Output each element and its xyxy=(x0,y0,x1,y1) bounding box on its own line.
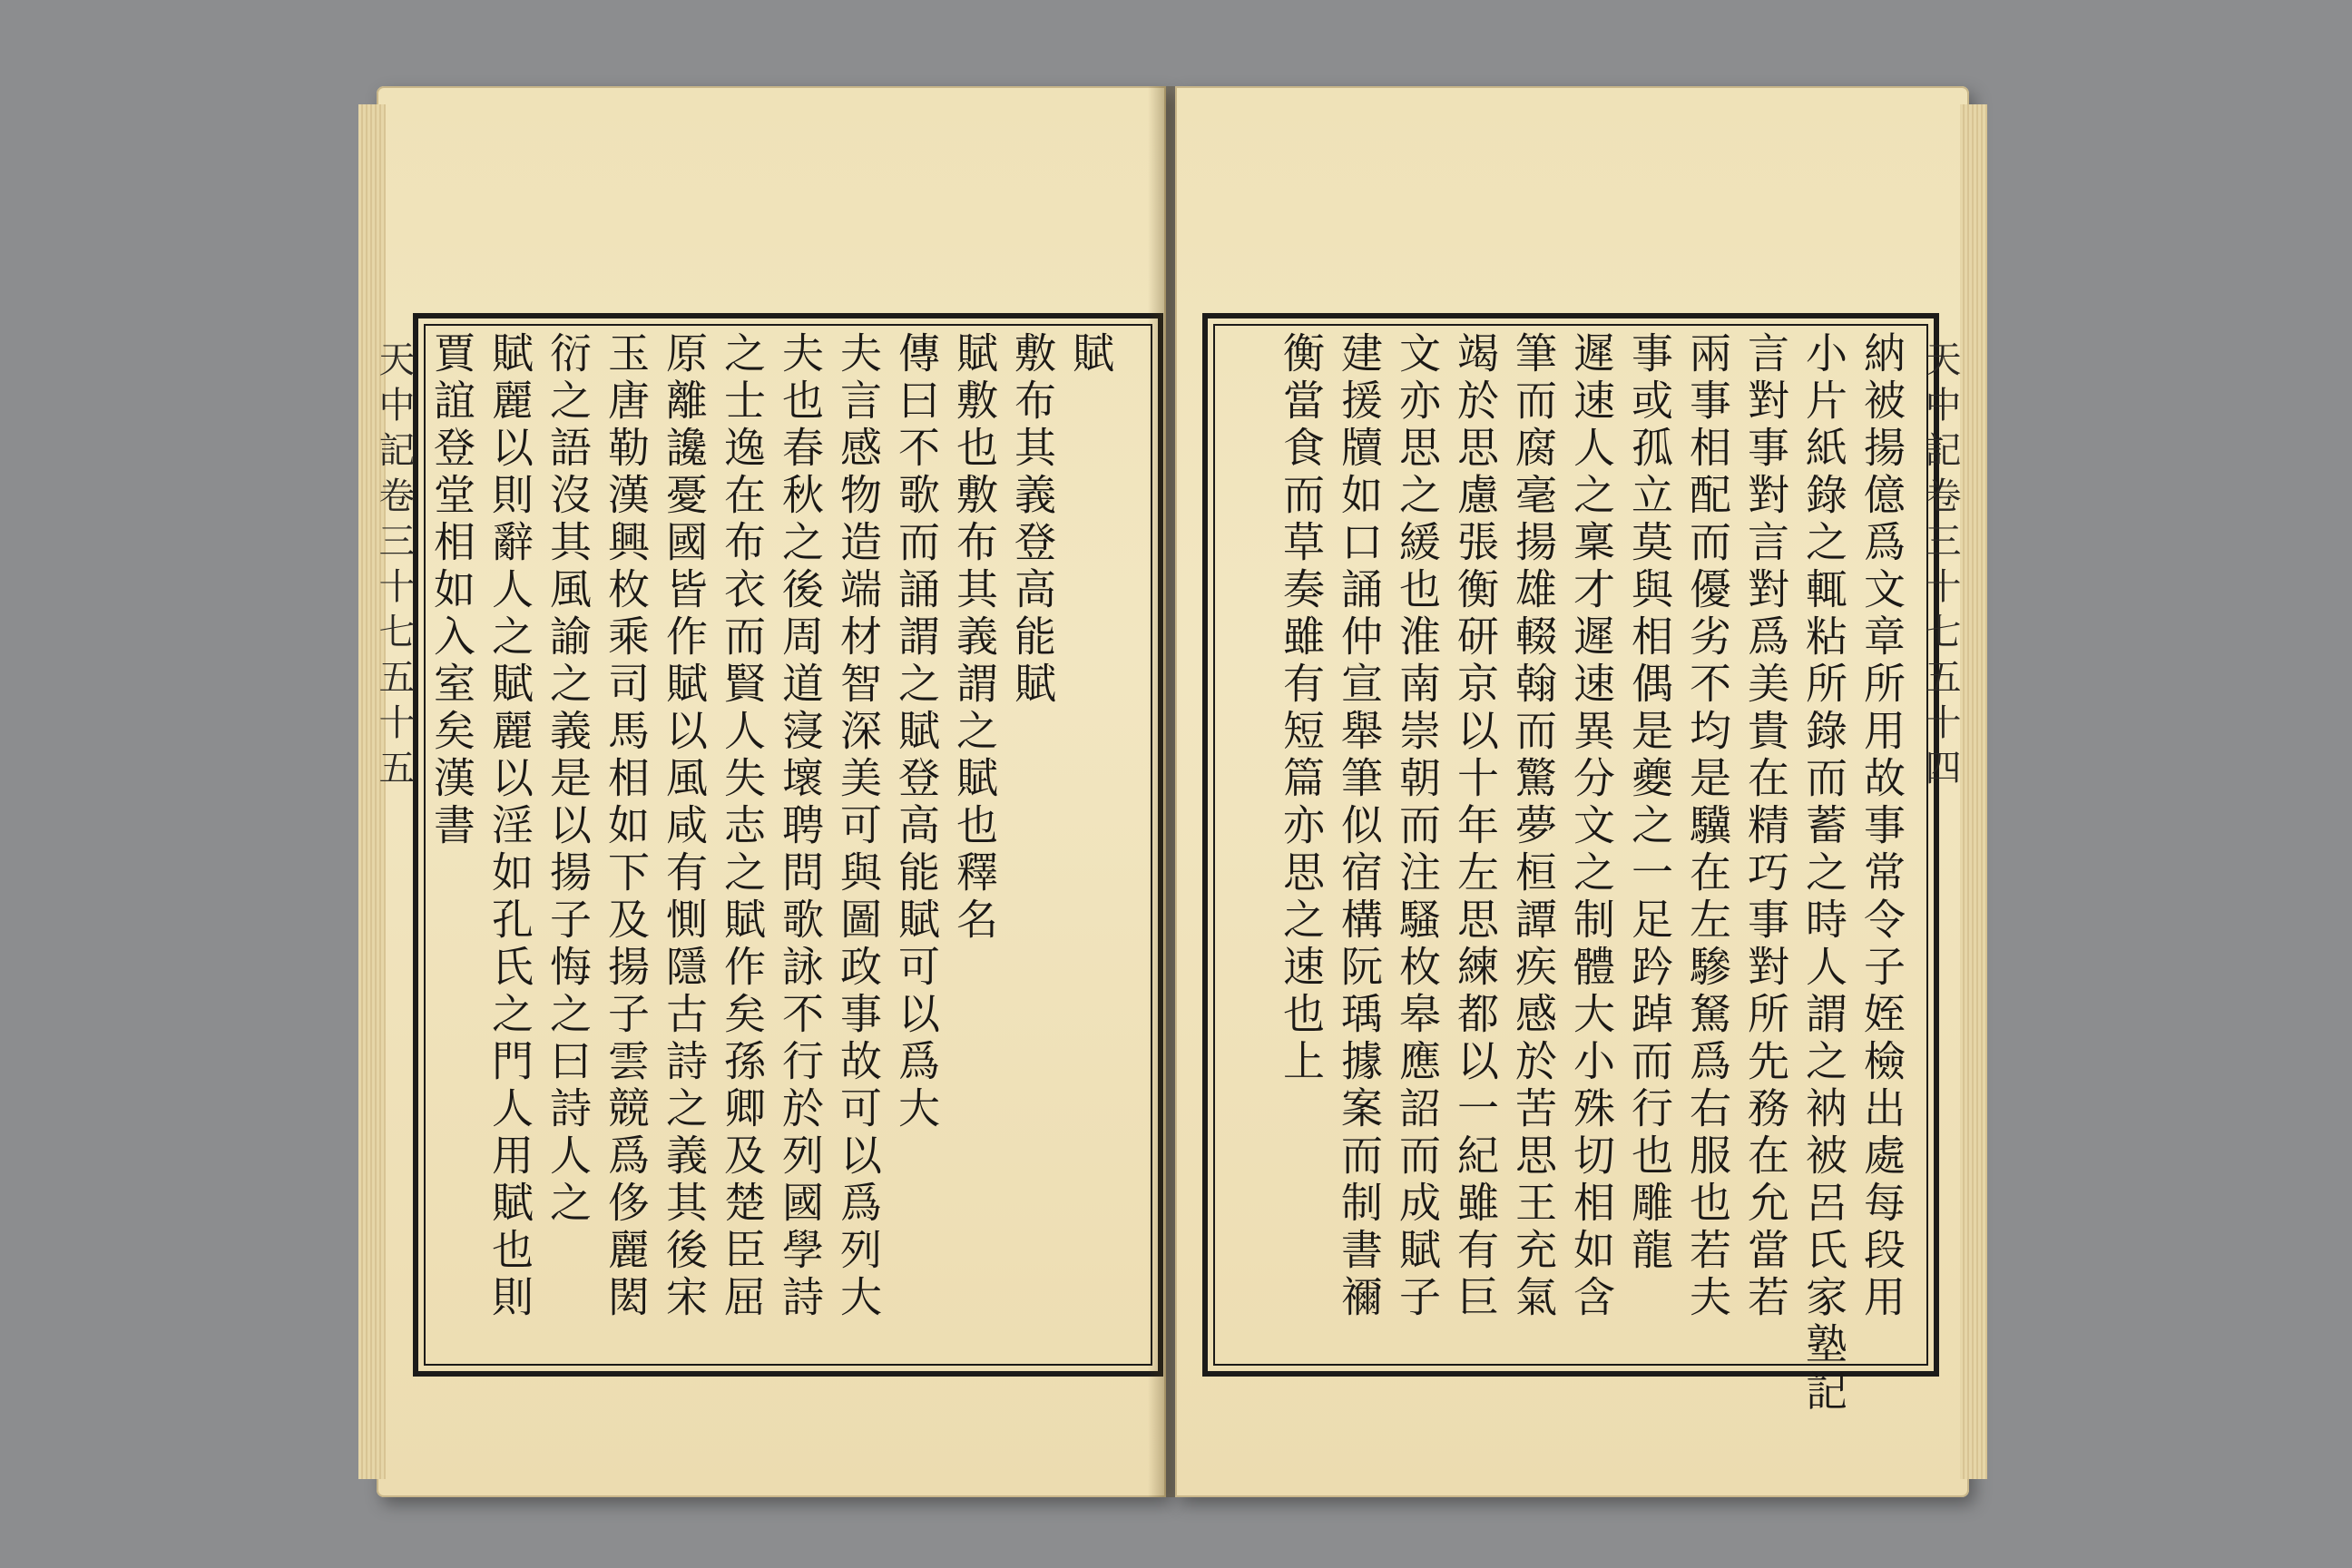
text-column: 言對事對言對爲美貴在精巧事對所先務在允當若 xyxy=(1741,331,1790,1322)
open-book xyxy=(373,86,1969,1497)
text-column: 傳曰不歌而誦謂之賦登高能賦可以爲大 xyxy=(892,331,941,1133)
text-column: 筆而腐毫揚雄輟翰而驚夢桓譚疾感於苦思王充氣 xyxy=(1509,331,1558,1322)
text-column: 玉唐勒漢興枚乘司馬相如下及揚子雲競爲侈麗閎 xyxy=(602,331,651,1322)
text-column: 衍之語沒其風諭之義是以揚子悔之曰詩人之 xyxy=(544,331,593,1228)
page-number: 五十五 xyxy=(373,658,415,794)
volume-label: 卷三十七 xyxy=(1919,476,1961,658)
left-page xyxy=(373,86,1166,1497)
text-column: 賦 xyxy=(1066,331,1115,378)
text-column: 賦麗以則辭人之賦麗以淫如孔氏之門人用賦也則 xyxy=(485,331,534,1322)
text-column: 之士逸在布衣而賢人失志之賦作矣孫卿及楚臣屈 xyxy=(718,331,767,1322)
text-column: 賦敷也敷布其義謂之賦也釋名 xyxy=(950,331,999,945)
text-column: 衡當食而草奏雖有短篇亦思之速也上 xyxy=(1277,331,1326,1086)
text-column: 文亦思之緩也淮南崇朝而注騷枚皋應詔而成賦子 xyxy=(1393,331,1442,1322)
text-column: 敷布其義登高能賦 xyxy=(1008,331,1057,709)
text-column: 建援牘如口誦仲宣舉筆似宿構阮瑀據案而制書禰 xyxy=(1335,331,1384,1322)
right-page xyxy=(1175,86,1969,1497)
text-column: 夫言感物造端材智深美可與圖政事故可以爲列大 xyxy=(834,331,883,1322)
text-column: 賈誼登堂相如入室矣漢書 xyxy=(427,331,476,850)
text-column: 小片紙錄之輒粘所錄而蓄之時人謂之衲被呂氏家塾記 xyxy=(1799,331,1848,1416)
volume-label: 卷三十七 xyxy=(373,476,415,658)
text-column: 竭於思慮張衡研京以十年左思練都以一紀雖有巨 xyxy=(1451,331,1500,1322)
text-column: 事或孤立莫與相偶是夔之一足趻踔而行也雕龍 xyxy=(1625,331,1674,1275)
text-column: 原離讒憂國皆作賦以風咸有惻隱古詩之義其後宋 xyxy=(660,331,709,1322)
margin-label xyxy=(1919,340,1966,1338)
margin-label xyxy=(373,340,420,1338)
text-column: 遲速人之稟才遲速異分文之制體大小殊切相如含 xyxy=(1567,331,1616,1322)
text-column: 兩事相配而優劣不均是驥在左驂駑爲右服也若夫 xyxy=(1683,331,1732,1322)
page-number: 五十四 xyxy=(1919,658,1961,794)
text-column: 夫也春秋之後周道寖壞聘問歌詠不行於列國學詩 xyxy=(776,331,825,1322)
text-column: 納被揚億爲文章所用故事常令子姪檢出處每段用 xyxy=(1857,331,1906,1322)
book-title: 天中記 xyxy=(373,340,415,476)
book-title: 天中記 xyxy=(1919,340,1961,476)
